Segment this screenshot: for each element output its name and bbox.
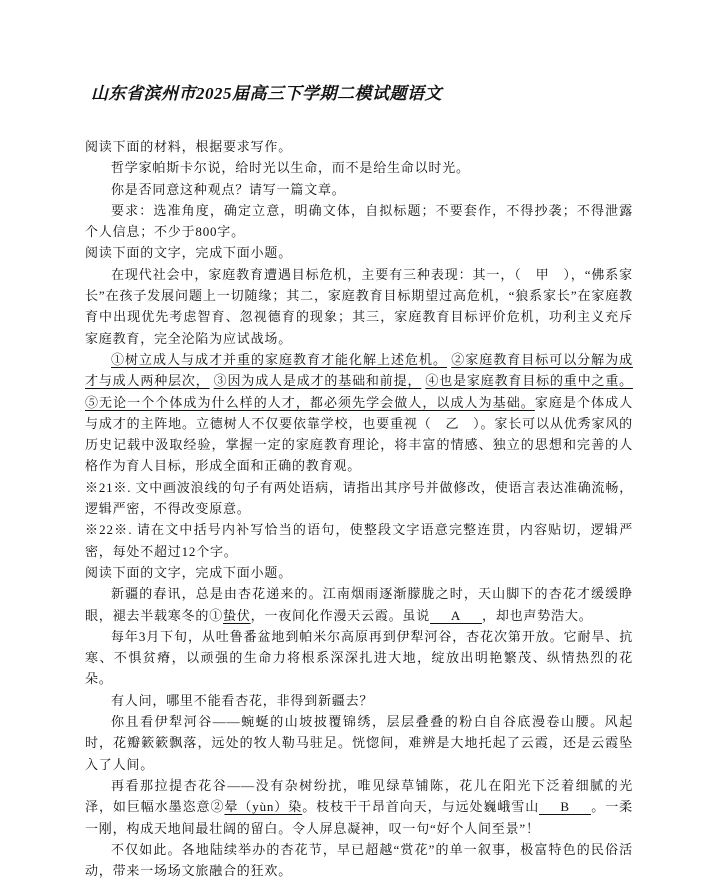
passage2-paragraph6 xyxy=(85,839,633,881)
text-run: 你是否同意这种观点？请写一篇文章。 xyxy=(111,181,346,197)
text-run: ※22※. 请在文中括号内补写恰当的语句，使整段文字语意完整连贯，内容贴切，逻辑严密，每处不超过12个字。 xyxy=(85,522,633,559)
text-run: 阅读下面的文字，完成下面小题。 xyxy=(85,564,293,580)
passage2-paragraph1 xyxy=(85,583,633,626)
text-run: 家庭是个体成人与成才的主阵地。立德树人不仅要依靠学校，也要重视（ 乙 ）。家长可以从优秀家风的历史记载中汲取经验，掌握一定的家庭教育理论，将丰富的情感、独立的思想和完善的人格作为育人目标，形成全面和正确的教育观。 xyxy=(85,394,633,474)
text-run: ，却也声势浩大。 xyxy=(482,607,593,623)
text-run: 每年3月下旬，从吐鲁番盆地到帕米尔高原再到伊犁河谷，杏花次第开放。它耐旱、抗寒、不惧贫瘠，以顽强的生命力将根系深深扎进大地，绽放出明艳繁茂、纵情热烈的花朵。 xyxy=(85,628,633,687)
underlined-text: ③因为成人是成才的基础和前提， xyxy=(213,373,422,389)
text-run: 在现代社会中，家庭教育遭遇目标危机，主要有三种表现：其一，（ 甲 ），“佛系家长”在孩子发展问题上一切随缘；其二，家庭教育目标期望过高危机，“狼系家长”在家庭教育中出现优先考虑智育、忽视德育的现象；其三，家庭教育目标评价危机，功利主义充斥家庭教育，完全沦陷为应试战场。 xyxy=(85,266,633,346)
passage2-paragraph3 xyxy=(85,690,633,711)
underlined-text: ⑤无论一个个体成为什么样的人才，都必须先学会做人，以成人为基础。 xyxy=(85,394,535,410)
question-21 xyxy=(85,477,633,520)
underlined-text: ①树立成人与成才并重的家庭教育才能化解上述危机。 xyxy=(111,351,447,367)
passage2-paragraph2 xyxy=(85,626,633,690)
text-run: 你且看伊犁河谷——蜿蜒的山坡披覆锦绣，层层叠叠的粉白自谷底漫卷山腰。风起时，花瓣簌簌飘落，远处的牧人勒马驻足。恍惚间，难辨是大地托起了云霞，还是云霞坠入了人间。 xyxy=(85,714,633,772)
reading-task-intro-1 xyxy=(85,242,633,263)
text-run: 阅读下面的材料，根据要求写作。 xyxy=(85,139,293,154)
passage1-paragraph2 xyxy=(85,349,633,477)
underlined-text: 蛰伏 xyxy=(223,607,251,623)
writing-material-quote xyxy=(85,157,633,178)
document-body xyxy=(85,136,633,881)
text-run: 。一柔一刚，构成天地间最壮阔的留白。令人屏息凝神，叹一句“好个人间至景”！ xyxy=(85,799,633,836)
reading-task-intro-2 xyxy=(85,562,633,583)
underlined-text: ②家庭教育目标可以分解为成才与成人两种层次， xyxy=(85,351,633,389)
question-22 xyxy=(85,519,633,562)
page-title: 山东省滨州市2025届高三下学期二模试题语文 xyxy=(91,84,442,103)
answer-blank: A xyxy=(430,608,482,624)
text-run: 新疆的春讯，总是由杏花递来的。江南烟雨逐渐朦胧之时，天山脚下的杏花才缓缓睁眼，褪去半载寒冬的① xyxy=(85,586,633,623)
passage2-paragraph5 xyxy=(85,775,633,839)
writing-requirements xyxy=(85,200,633,243)
underlined-text: ④也是家庭教育目标的重中之重。 xyxy=(425,373,633,389)
text-run: 要求：选准角度，确定立意，明确文体，自拟标题；不要套作，不得抄袭；不得泄露个人信息；不少于800字。 xyxy=(85,202,633,240)
text-run: 哲学家帕斯卡尔说，给时光以生命，而不是给生命以时光。 xyxy=(111,160,470,176)
text-run: 不仅如此。各地陆续举办的杏花节，早已超越“赏花”的单一叙事，极富特色的民俗活动，带来一场场文旅融合的狂欢。 xyxy=(85,841,633,879)
writing-question xyxy=(85,179,633,200)
passage1-paragraph1 xyxy=(85,264,633,349)
text-run: 有人问，哪里不能看杏花，非得到新疆去？ xyxy=(111,692,374,708)
underlined-text: 晕（yùn）染 xyxy=(224,799,303,815)
text-run: 再看那拉提杏花谷——没有杂树纷扰，唯见绿草铺陈，花儿在阳光下泛着细腻的光泽，如巨幅水墨恣意② xyxy=(85,777,633,815)
passage2-paragraph4 xyxy=(85,711,633,775)
text-run: 。枝枝干干昂首向天，与远处巍峨雪山 xyxy=(302,799,540,815)
answer-blank: B xyxy=(539,799,591,815)
writing-task-intro xyxy=(85,136,633,157)
text-run: ，一夜间化作漫天云霞。虽说 xyxy=(250,607,431,623)
text-run: ※21※. 文中画波浪线的句子有两处语病，请指出其序号并做修改，使语言表达准确流畅，逻辑严密，不得改变原意。 xyxy=(85,479,633,517)
text-run: 阅读下面的文字，完成下面小题。 xyxy=(85,245,293,261)
